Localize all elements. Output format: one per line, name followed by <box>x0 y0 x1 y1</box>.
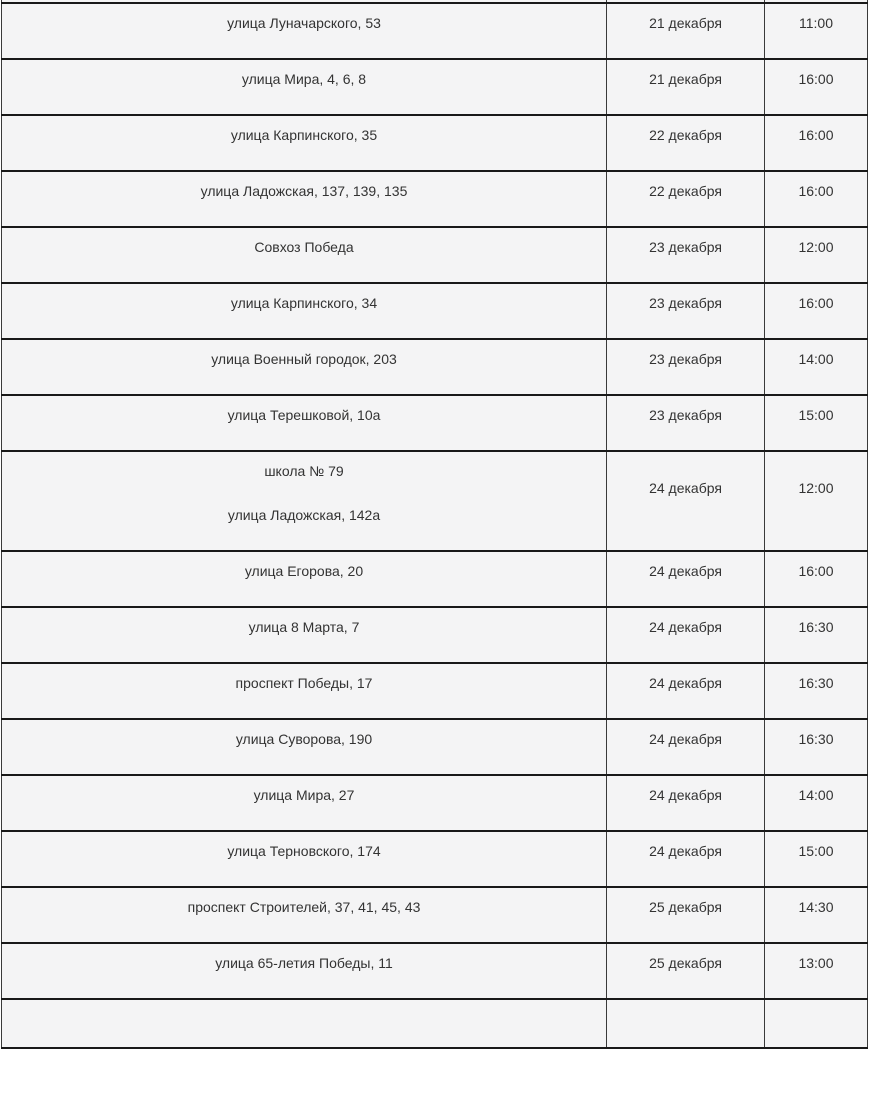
address-line: улица Луначарского, 53 <box>227 15 381 31</box>
address-line: улица Терновского, 174 <box>227 843 381 859</box>
table-row <box>2 607 868 663</box>
date-cell <box>607 227 765 283</box>
date-text: 23 декабря <box>649 351 722 367</box>
date-text: 24 декабря <box>649 843 722 859</box>
address-line: улица Мира, 4, 6, 8 <box>241 71 367 87</box>
time-text: 16:30 <box>798 619 834 635</box>
time-cell <box>765 451 868 551</box>
date-text: 24 декабря <box>649 480 722 496</box>
address-line: улица Карпинского, 34 <box>230 295 378 311</box>
time-text: 13:00 <box>798 955 834 971</box>
date-text: 24 декабря <box>649 563 722 579</box>
time-text: 12:00 <box>798 480 834 496</box>
table-row <box>2 59 868 115</box>
address-cell <box>2 887 607 943</box>
time-text: 14:30 <box>798 899 834 915</box>
address-cell <box>2 999 607 1048</box>
address-line: улица Суворова, 190 <box>235 731 373 747</box>
date-text: 23 декабря <box>649 239 722 255</box>
address-cell <box>2 663 607 719</box>
date-text: 21 декабря <box>649 71 722 87</box>
table-row <box>2 171 868 227</box>
address-line: улица Ладожская, 142а <box>227 507 381 523</box>
table-row <box>2 395 868 451</box>
table-row <box>2 775 868 831</box>
address-cell <box>2 607 607 663</box>
date-cell <box>607 115 765 171</box>
time-text: 16:00 <box>798 127 834 143</box>
address-line: улица Карпинского, 35 <box>230 127 378 143</box>
time-text: 16:00 <box>798 183 834 199</box>
time-text: 16:30 <box>798 731 834 747</box>
address-line: улица Мира, 27 <box>253 787 355 803</box>
date-cell <box>607 59 765 115</box>
time-cell <box>765 663 868 719</box>
date-cell <box>607 451 765 551</box>
address-cell <box>2 719 607 775</box>
time-cell <box>765 775 868 831</box>
time-cell <box>765 115 868 171</box>
date-cell <box>607 171 765 227</box>
time-cell <box>765 171 868 227</box>
date-text: 23 декабря <box>649 407 722 423</box>
date-text: 24 декабря <box>649 787 722 803</box>
address-line: Совхоз Победа <box>254 239 354 255</box>
time-cell <box>765 339 868 395</box>
address-line: проспект Победы, 17 <box>235 675 373 691</box>
address-line: проспект Строителей, 37, 41, 45, 43 <box>187 899 421 915</box>
table-row <box>2 719 868 775</box>
time-text: 16:30 <box>798 675 834 691</box>
address-line: улица Терешковой, 10а <box>227 407 381 423</box>
date-cell <box>607 831 765 887</box>
schedule-table <box>1 0 868 1049</box>
date-cell <box>607 3 765 59</box>
time-text: 14:00 <box>798 787 834 803</box>
address-line: улица 8 Марта, 7 <box>248 619 360 635</box>
time-cell <box>765 3 868 59</box>
table-row <box>2 943 868 999</box>
date-cell <box>607 395 765 451</box>
time-text: 12:00 <box>798 239 834 255</box>
schedule-table-body <box>2 0 868 1048</box>
date-cell <box>607 775 765 831</box>
table-row <box>2 3 868 59</box>
time-text: 14:00 <box>798 351 834 367</box>
table-row <box>2 227 868 283</box>
time-cell <box>765 59 868 115</box>
table-row <box>2 831 868 887</box>
date-text: 24 декабря <box>649 731 722 747</box>
time-text: 15:00 <box>798 407 834 423</box>
address-cell <box>2 59 607 115</box>
time-cell <box>765 887 868 943</box>
time-cell <box>765 551 868 607</box>
address-cell <box>2 227 607 283</box>
address-cell <box>2 831 607 887</box>
address-line: улица 65-летия Победы, 11 <box>215 955 393 971</box>
table-row <box>2 887 868 943</box>
date-text: 22 декабря <box>649 127 722 143</box>
address-cell <box>2 775 607 831</box>
table-row <box>2 663 868 719</box>
time-text: 11:00 <box>799 15 833 31</box>
address-line: улица Военный городок, 203 <box>211 351 397 367</box>
address-cell <box>2 283 607 339</box>
time-text: 16:00 <box>798 563 834 579</box>
time-cell <box>765 999 868 1048</box>
table-row <box>2 115 868 171</box>
time-cell <box>765 719 868 775</box>
time-text: 16:00 <box>798 295 834 311</box>
table-row <box>2 283 868 339</box>
time-cell <box>765 227 868 283</box>
address-cell <box>2 395 607 451</box>
date-text: 24 декабря <box>649 675 722 691</box>
address-cell <box>2 115 607 171</box>
time-cell <box>765 831 868 887</box>
date-cell <box>607 663 765 719</box>
time-cell <box>765 395 868 451</box>
date-cell <box>607 551 765 607</box>
address-line: школа № 79 <box>264 463 344 479</box>
date-text: 25 декабря <box>649 955 722 971</box>
table-row <box>2 339 868 395</box>
time-text: 15:00 <box>798 843 834 859</box>
time-cell <box>765 943 868 999</box>
date-cell <box>607 607 765 663</box>
date-text: 22 декабря <box>649 183 722 199</box>
address-cell <box>2 451 607 551</box>
address-cell <box>2 551 607 607</box>
partial-row-bottom <box>2 999 868 1048</box>
date-cell <box>607 719 765 775</box>
address-cell <box>2 339 607 395</box>
date-cell <box>607 283 765 339</box>
date-text: 24 декабря <box>649 619 722 635</box>
date-cell <box>607 943 765 999</box>
time-cell <box>765 283 868 339</box>
address-cell <box>2 3 607 59</box>
address-cell <box>2 171 607 227</box>
date-text: 23 декабря <box>649 295 722 311</box>
address-line: улица Ладожская, 137, 139, 135 <box>200 183 408 199</box>
date-cell <box>607 339 765 395</box>
time-cell <box>765 607 868 663</box>
date-text: 21 декабря <box>649 15 722 31</box>
address-line: улица Егорова, 20 <box>244 563 364 579</box>
address-cell <box>2 943 607 999</box>
date-text: 25 декабря <box>649 899 722 915</box>
date-cell <box>607 999 765 1048</box>
date-cell <box>607 887 765 943</box>
time-text: 16:00 <box>798 71 834 87</box>
table-row <box>2 451 868 551</box>
table-row <box>2 551 868 607</box>
